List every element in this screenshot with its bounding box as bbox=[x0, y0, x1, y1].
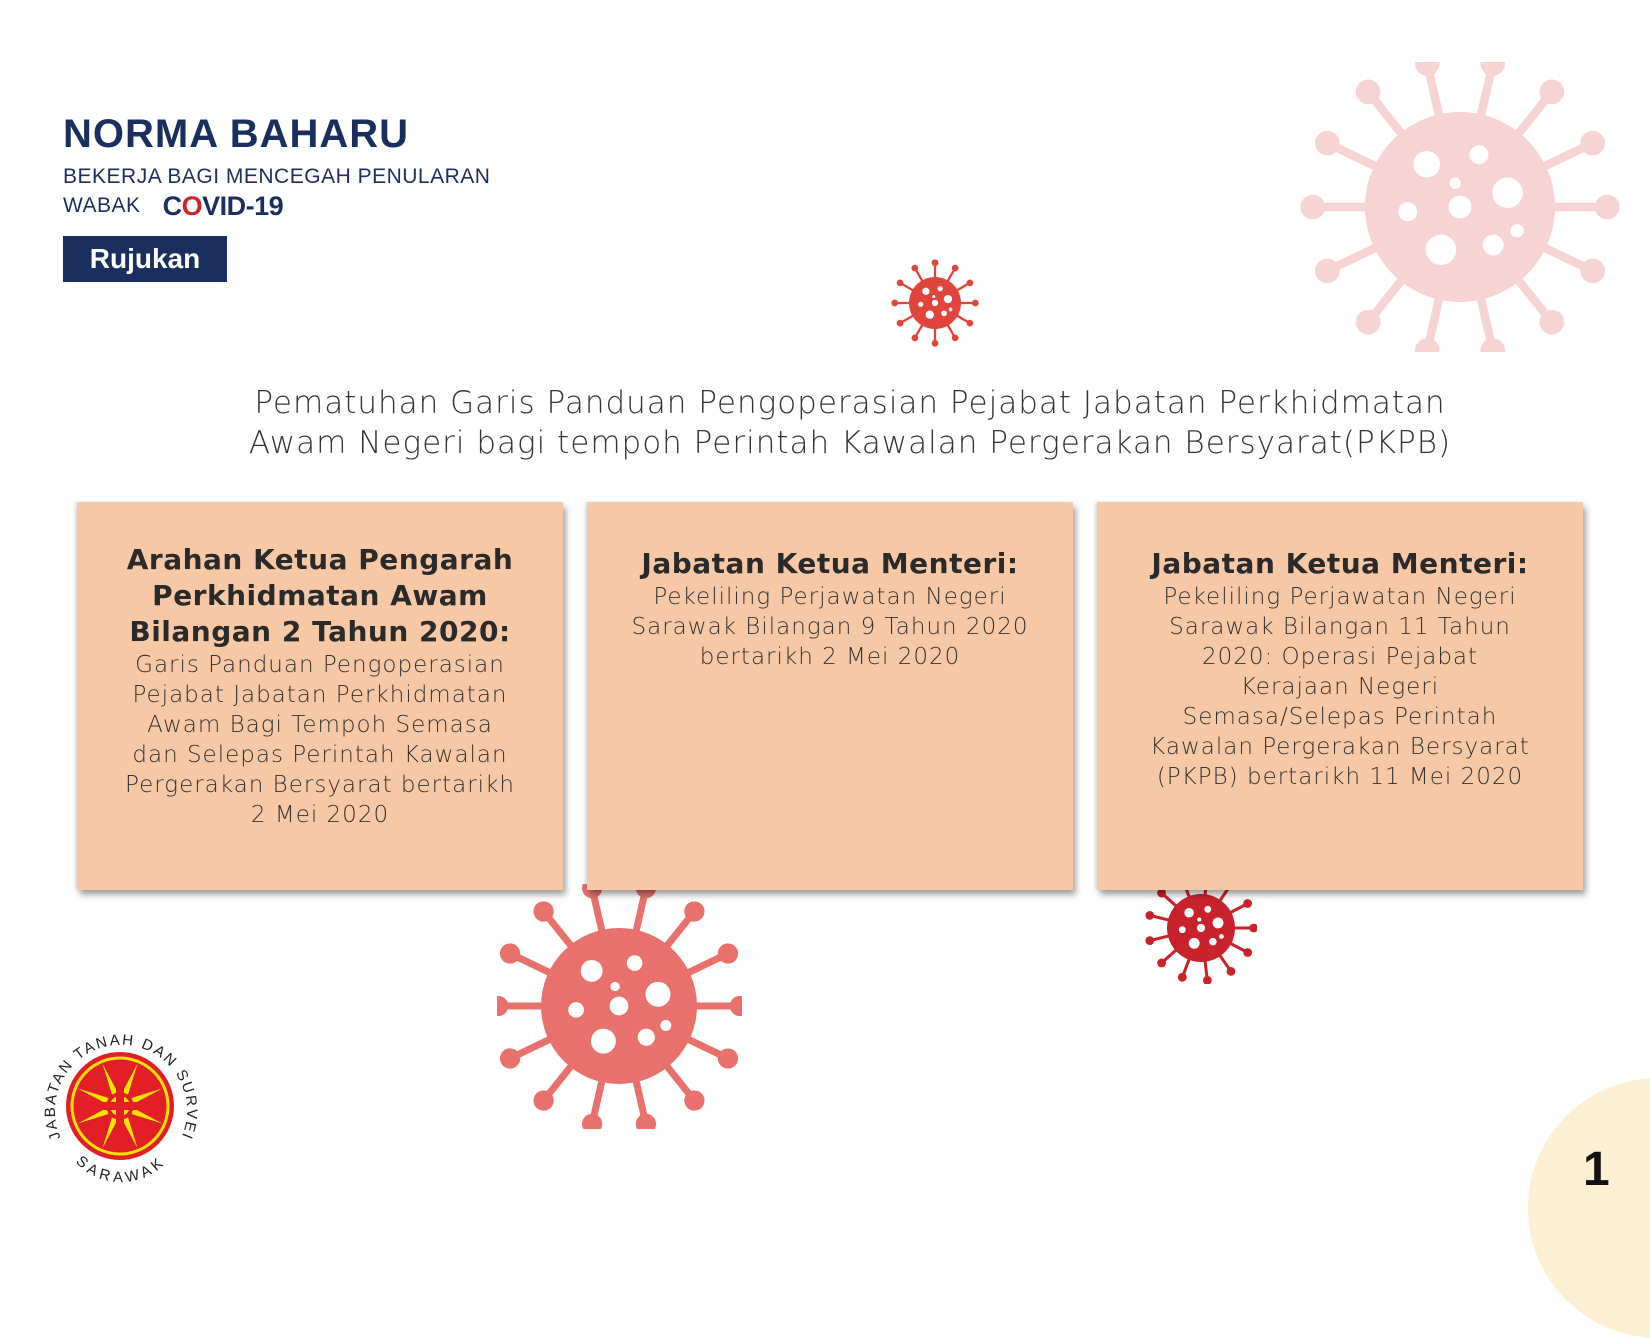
jts-sarawak-logo bbox=[32, 1018, 207, 1193]
card-body-line: Garis Panduan Pengoperasian bbox=[135, 652, 505, 678]
card-body-line: Kerajaan Negeri bbox=[1240, 674, 1440, 700]
card-body bbox=[1097, 582, 1583, 792]
card-title-line: Jabatan Ketua Menteri: bbox=[1151, 547, 1529, 580]
page-title: NORMA BAHARU bbox=[63, 112, 410, 156]
subtitle bbox=[63, 164, 490, 219]
card-body bbox=[587, 582, 1073, 672]
subtitle-line2 bbox=[63, 190, 490, 219]
card-body-line: Pekeliling Perjawatan Negeri bbox=[653, 584, 1007, 610]
card-body-line: Pergerakan Bersyarat bertarikh bbox=[125, 772, 515, 798]
card-body-line: 2 Mei 2020 bbox=[250, 802, 390, 828]
card-title-line: Bilangan 2 Tahun 2020: bbox=[129, 615, 511, 648]
virus-icon-large-pale bbox=[1288, 62, 1633, 352]
card-title-line: Perkhidmatan Awam bbox=[152, 579, 488, 612]
main-heading bbox=[200, 383, 1500, 463]
card-title bbox=[77, 542, 563, 650]
virus-icon-small-top bbox=[890, 258, 980, 348]
subtitle-wabak: WABAK bbox=[63, 194, 141, 217]
card-body-line: dan Selepas Perintah Kawalan bbox=[132, 742, 508, 768]
card-body-line: 2020: Operasi Pejabat bbox=[1201, 644, 1479, 670]
card-body-line: (PKPB) bertarikh 11 Mei 2020 bbox=[1156, 764, 1524, 790]
page-number: 1 bbox=[1583, 1143, 1610, 1196]
virus-icon-large-salmon bbox=[497, 884, 742, 1129]
covid-letter-o: O bbox=[181, 191, 203, 221]
page-number-badge bbox=[1528, 1078, 1650, 1338]
card-title bbox=[1097, 546, 1583, 582]
card-body-line: Kawalan Pergerakan Bersyarat bbox=[1150, 734, 1530, 760]
rujukan-badge: Rujukan bbox=[63, 236, 227, 282]
covid-letters-rest: VID-19 bbox=[202, 191, 284, 221]
card-body-line: Pekeliling Perjawatan Negeri bbox=[1163, 584, 1517, 610]
logo-bottom-text: SARAWAK bbox=[72, 1152, 170, 1187]
logo-ring-text: JABATAN TANAH DAN SURVEI bbox=[41, 1031, 201, 1143]
card-body-line: Pejabat Jabatan Perkhidmatan bbox=[132, 682, 508, 708]
heading-line2: Awam Negeri bagi tempoh Perintah Kawalan Pergerakan Bersyarat(PKPB) bbox=[248, 425, 1452, 461]
card-title-line: Jabatan Ketua Menteri: bbox=[641, 547, 1019, 580]
card-title bbox=[587, 546, 1073, 582]
heading-line1: Pematuhan Garis Panduan Pengoperasian Pejabat Jabatan Perkhidmatan bbox=[254, 385, 1446, 421]
card-body-line: Sarawak Bilangan 11 Tahun bbox=[1169, 614, 1511, 640]
reference-card-3 bbox=[1097, 502, 1583, 890]
card-body-line: Semasa/Selepas Perintah bbox=[1182, 704, 1498, 730]
covid-19-logotype bbox=[163, 191, 284, 221]
card-body-line: bertarikh 2 Mei 2020 bbox=[699, 644, 961, 670]
reference-card-1 bbox=[77, 502, 563, 890]
card-body bbox=[77, 650, 563, 830]
card-body-line: Sarawak Bilangan 9 Tahun 2020 bbox=[631, 614, 1029, 640]
card-title-line: Arahan Ketua Pengarah bbox=[126, 543, 514, 576]
reference-card-2 bbox=[587, 502, 1073, 890]
covid-letter-c: C bbox=[162, 191, 182, 221]
card-body-line: Awam Bagi Tempoh Semasa bbox=[147, 712, 493, 738]
subtitle-line1: BEKERJA BAGI MENCEGAH PENULARAN bbox=[63, 165, 491, 188]
